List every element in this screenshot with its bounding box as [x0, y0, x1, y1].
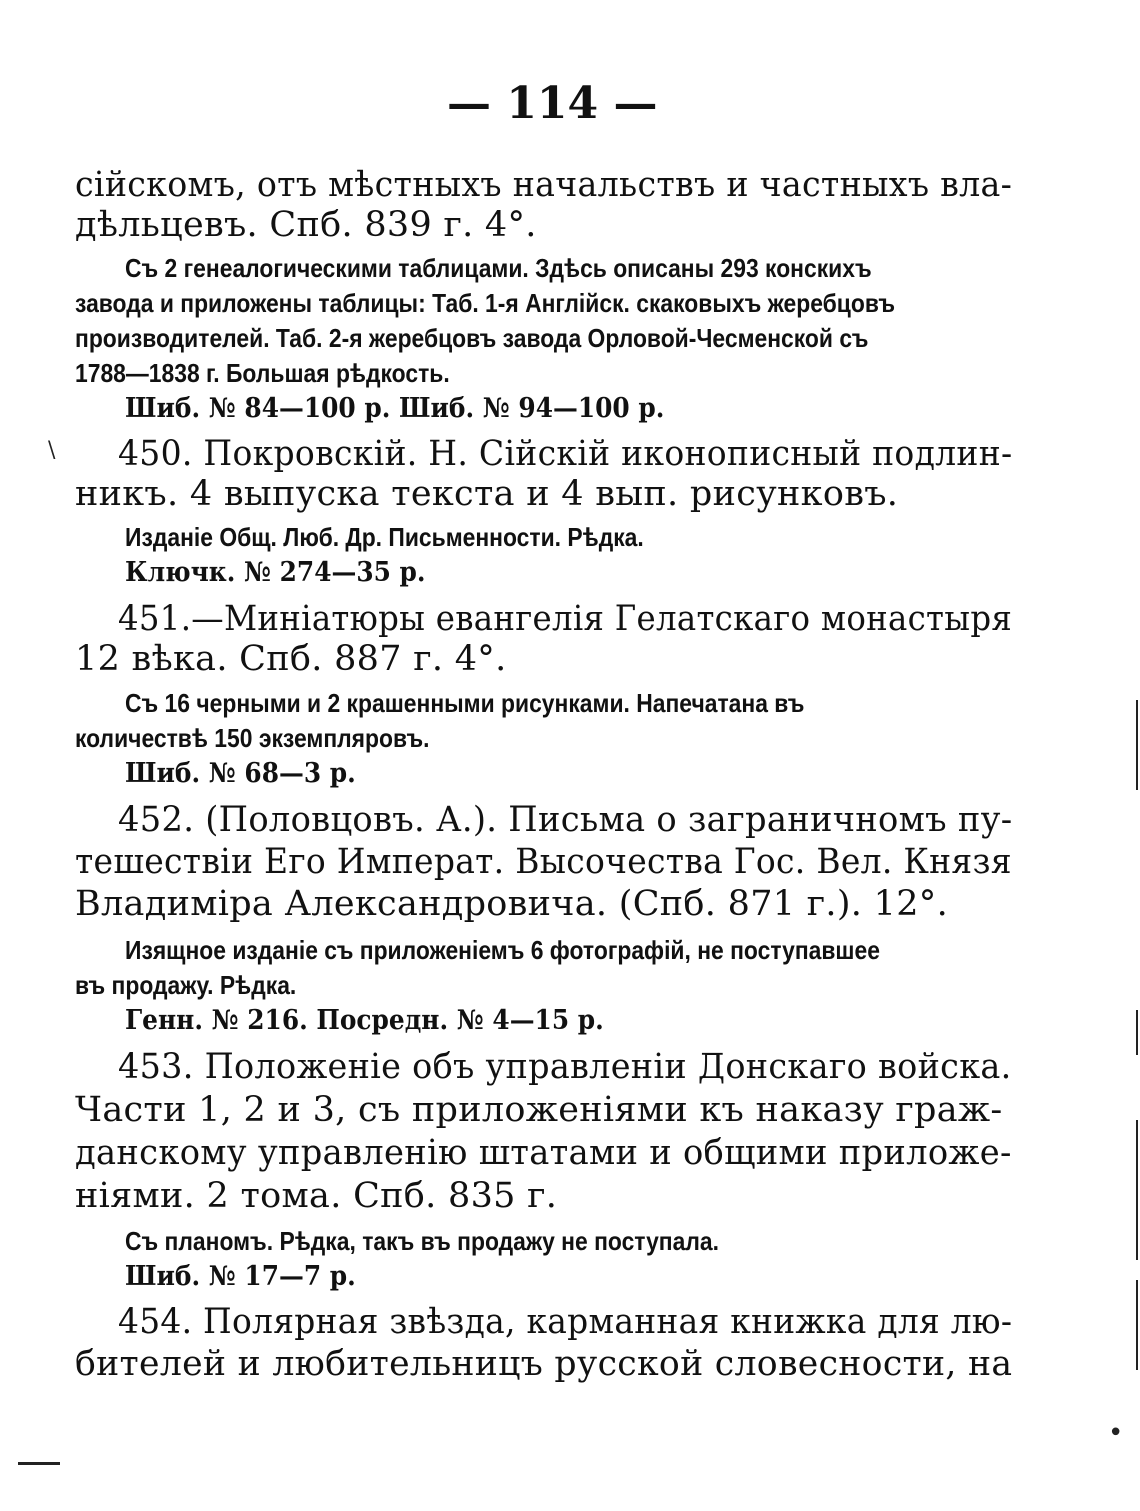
entry-454-line-1: 454. Полярная звѣзда, карманная книжка для лю-	[118, 1302, 1013, 1342]
entry-452-note-1: Изящное изданіе съ приложеніемъ 6 фотографій, не поступавшее	[125, 935, 880, 965]
entry-450-note: Изданіе Общ. Люб. Др. Письменности. Рѣдка.	[125, 522, 644, 552]
entry-452-note-2: въ продажу. Рѣдка.	[75, 970, 297, 1000]
scan-edge-mark	[1136, 700, 1138, 790]
page-number: — 114 —	[447, 78, 658, 129]
entry-452-line-3: Владиміра Александровича. (Спб. 871 г.). 12°.	[75, 884, 948, 924]
scan-edge-mark	[1136, 1120, 1138, 1260]
entry-453-line-1: 453. Положеніе объ управленіи Донскаго войска.	[118, 1047, 1012, 1087]
entry-449-line-2: дѣльцевъ. Спб. 839 г. 4°.	[75, 205, 537, 245]
entry-449-price: Шиб. № 84—100 р. Шиб. № 94—100 р.	[125, 393, 665, 424]
entry-449-note-3: производителей. Таб. 2-я жеребцовъ завода Орловой-Чесменской съ	[75, 323, 869, 353]
entry-453-note: Съ планомъ. Рѣдка, такъ въ продажу не поступала.	[125, 1226, 719, 1256]
entry-453-line-3: данскому управленію штатами и общими приложе-	[75, 1133, 1012, 1173]
margin-dot: •	[1108, 1418, 1124, 1448]
entry-454-line-2: бителей и любительницъ русской словесности, на	[75, 1344, 1013, 1384]
entry-453-line-4: ніями. 2 тома. Спб. 835 г.	[75, 1176, 558, 1216]
entry-451-price: Шиб. № 68—3 р.	[125, 758, 356, 789]
entry-451-line-1: 451.—Миніатюры евангелія Гелатскаго монастыря	[118, 599, 1013, 639]
entry-452-line-1: 452. (Половцовъ. А.). Письма о заграничномъ пу-	[118, 800, 1013, 840]
entry-450-price: Ключк. № 274—35 р.	[125, 557, 426, 588]
entry-449-note-4: 1788—1838 г. Большая рѣдкость.	[75, 358, 450, 388]
entry-452-line-2: тешествіи Его Императ. Высочества Гос. Вел. Князя	[75, 842, 1012, 882]
entry-450-line-2: никъ. 4 выпуска текста и 4 вып. рисунковъ.	[75, 474, 899, 514]
entry-449-note-2: завода и приложены таблицы: Таб. 1-я Англійск. скаковыхъ жеребцовъ	[75, 288, 896, 318]
entry-451-line-2: 12 вѣка. Спб. 887 г. 4°.	[75, 639, 507, 679]
margin-check-mark: \	[48, 438, 56, 463]
entry-451-note-2: количествѣ 150 экземпляровъ.	[75, 723, 430, 753]
scan-edge-mark	[1136, 1280, 1138, 1370]
entry-451-note-1: Съ 16 черными и 2 крашенными рисунками. Напечатана въ	[125, 688, 805, 718]
entry-450-line-1: 450. Покровскій. Н. Сійскій иконописный подлин-	[118, 434, 1013, 474]
entry-453-price: Шиб. № 17—7 р.	[125, 1261, 356, 1292]
scan-smudge	[18, 1462, 60, 1465]
scan-edge-mark	[1136, 1010, 1138, 1055]
entry-449-line-1: сійскомъ, отъ мѣстныхъ начальствъ и частныхъ вла-	[75, 165, 1013, 205]
entry-453-line-2: Части 1, 2 и 3, съ приложеніями къ наказу граж-	[75, 1090, 1003, 1130]
entry-449-note-1: Съ 2 генеалогическими таблицами. Здѣсь описаны 293 конскихъ	[125, 253, 872, 283]
entry-452-price: Генн. № 216. Посредн. № 4—15 р.	[125, 1005, 604, 1036]
